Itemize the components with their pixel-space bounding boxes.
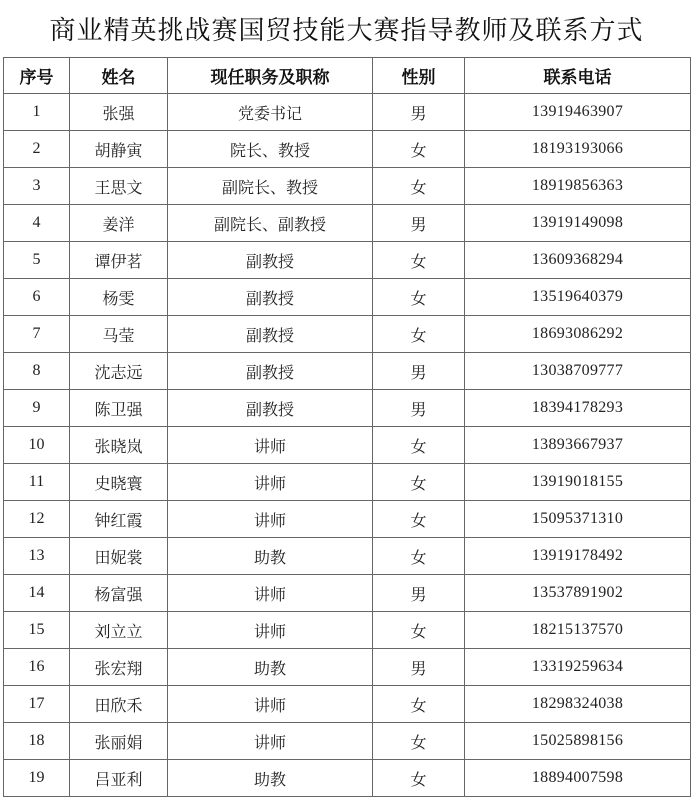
contact-table (3, 57, 691, 797)
index-cell: 15 (4, 612, 70, 649)
table-row (4, 686, 691, 723)
position-cell: 副教授 (168, 279, 373, 316)
gender-cell: 男 (373, 94, 465, 131)
phone-cell: 18215137570 (465, 612, 691, 649)
index-cell: 16 (4, 649, 70, 686)
name-cell: 田欣禾 (70, 686, 168, 723)
index-cell: 18 (4, 723, 70, 760)
name-cell: 钟红霞 (70, 501, 168, 538)
gender-cell: 男 (373, 205, 465, 242)
name-cell: 胡静寅 (70, 131, 168, 168)
gender-cell: 女 (373, 501, 465, 538)
index-cell: 8 (4, 353, 70, 390)
name-cell: 张宏翔 (70, 649, 168, 686)
gender-cell: 女 (373, 316, 465, 353)
header-phone: 联系电话 (465, 58, 691, 94)
table-row (4, 94, 691, 131)
phone-cell: 13919178492 (465, 538, 691, 575)
table-row (4, 131, 691, 168)
gender-cell: 男 (373, 353, 465, 390)
phone-cell: 13919149098 (465, 205, 691, 242)
name-cell: 史晓寰 (70, 464, 168, 501)
index-cell: 17 (4, 686, 70, 723)
index-cell: 12 (4, 501, 70, 538)
phone-cell: 18919856363 (465, 168, 691, 205)
table-row (4, 723, 691, 760)
index-cell: 1 (4, 94, 70, 131)
phone-cell: 13519640379 (465, 279, 691, 316)
table-row (4, 242, 691, 279)
index-cell: 10 (4, 427, 70, 464)
table-row (4, 612, 691, 649)
name-cell: 张丽娟 (70, 723, 168, 760)
position-cell: 讲师 (168, 427, 373, 464)
table-row (4, 464, 691, 501)
position-cell: 助教 (168, 649, 373, 686)
position-cell: 副教授 (168, 242, 373, 279)
header-gender: 性别 (373, 58, 465, 94)
position-cell: 讲师 (168, 723, 373, 760)
gender-cell: 女 (373, 723, 465, 760)
gender-cell: 女 (373, 279, 465, 316)
gender-cell: 女 (373, 464, 465, 501)
phone-cell: 18193193066 (465, 131, 691, 168)
phone-cell: 13919463907 (465, 94, 691, 131)
gender-cell: 男 (373, 390, 465, 427)
header-position: 现任职务及职称 (168, 58, 373, 94)
name-cell: 马莹 (70, 316, 168, 353)
position-cell: 副教授 (168, 316, 373, 353)
name-cell: 王思文 (70, 168, 168, 205)
phone-cell: 18693086292 (465, 316, 691, 353)
name-cell: 杨富强 (70, 575, 168, 612)
index-cell: 7 (4, 316, 70, 353)
position-cell: 副院长、教授 (168, 168, 373, 205)
index-cell: 5 (4, 242, 70, 279)
table-row (4, 649, 691, 686)
table-row (4, 501, 691, 538)
name-cell: 陈卫强 (70, 390, 168, 427)
gender-cell: 女 (373, 760, 465, 797)
name-cell: 谭伊茗 (70, 242, 168, 279)
page-title: 商业精英挑战赛国贸技能大赛指导教师及联系方式 (49, 15, 644, 46)
phone-cell: 13609368294 (465, 242, 691, 279)
table-row (4, 205, 691, 242)
position-cell: 副教授 (168, 390, 373, 427)
index-cell: 3 (4, 168, 70, 205)
phone-cell: 13893667937 (465, 427, 691, 464)
index-cell: 9 (4, 390, 70, 427)
index-cell: 13 (4, 538, 70, 575)
header-row (4, 58, 691, 94)
index-cell: 11 (4, 464, 70, 501)
name-cell: 杨雯 (70, 279, 168, 316)
phone-cell: 13038709777 (465, 353, 691, 390)
position-cell: 讲师 (168, 686, 373, 723)
name-cell: 刘立立 (70, 612, 168, 649)
header-name: 姓名 (70, 58, 168, 94)
phone-cell: 18394178293 (465, 390, 691, 427)
table-row (4, 427, 691, 464)
table-row (4, 538, 691, 575)
table-row (4, 316, 691, 353)
position-cell: 副院长、副教授 (168, 205, 373, 242)
gender-cell: 女 (373, 427, 465, 464)
phone-cell: 13319259634 (465, 649, 691, 686)
gender-cell: 女 (373, 538, 465, 575)
gender-cell: 男 (373, 649, 465, 686)
position-cell: 助教 (168, 760, 373, 797)
gender-cell: 女 (373, 168, 465, 205)
name-cell: 姜洋 (70, 205, 168, 242)
table-row (4, 353, 691, 390)
phone-cell: 15095371310 (465, 501, 691, 538)
table-row (4, 168, 691, 205)
position-cell: 助教 (168, 538, 373, 575)
table-row (4, 390, 691, 427)
position-cell: 讲师 (168, 575, 373, 612)
table-row (4, 279, 691, 316)
index-cell: 4 (4, 205, 70, 242)
position-cell: 院长、教授 (168, 131, 373, 168)
name-cell: 田妮裳 (70, 538, 168, 575)
table-row (4, 575, 691, 612)
index-cell: 2 (4, 131, 70, 168)
index-cell: 14 (4, 575, 70, 612)
position-cell: 副教授 (168, 353, 373, 390)
table-row (4, 760, 691, 797)
position-cell: 讲师 (168, 464, 373, 501)
position-cell: 讲师 (168, 612, 373, 649)
index-cell: 6 (4, 279, 70, 316)
phone-cell: 18298324038 (465, 686, 691, 723)
name-cell: 张强 (70, 94, 168, 131)
header-index: 序号 (4, 58, 70, 94)
position-cell: 讲师 (168, 501, 373, 538)
gender-cell: 女 (373, 612, 465, 649)
phone-cell: 15025898156 (465, 723, 691, 760)
position-cell: 党委书记 (168, 94, 373, 131)
name-cell: 张晓岚 (70, 427, 168, 464)
index-cell: 19 (4, 760, 70, 797)
name-cell: 吕亚利 (70, 760, 168, 797)
name-cell: 沈志远 (70, 353, 168, 390)
gender-cell: 女 (373, 131, 465, 168)
phone-cell: 13537891902 (465, 575, 691, 612)
phone-cell: 18894007598 (465, 760, 691, 797)
gender-cell: 男 (373, 575, 465, 612)
gender-cell: 女 (373, 686, 465, 723)
gender-cell: 女 (373, 242, 465, 279)
phone-cell: 13919018155 (465, 464, 691, 501)
